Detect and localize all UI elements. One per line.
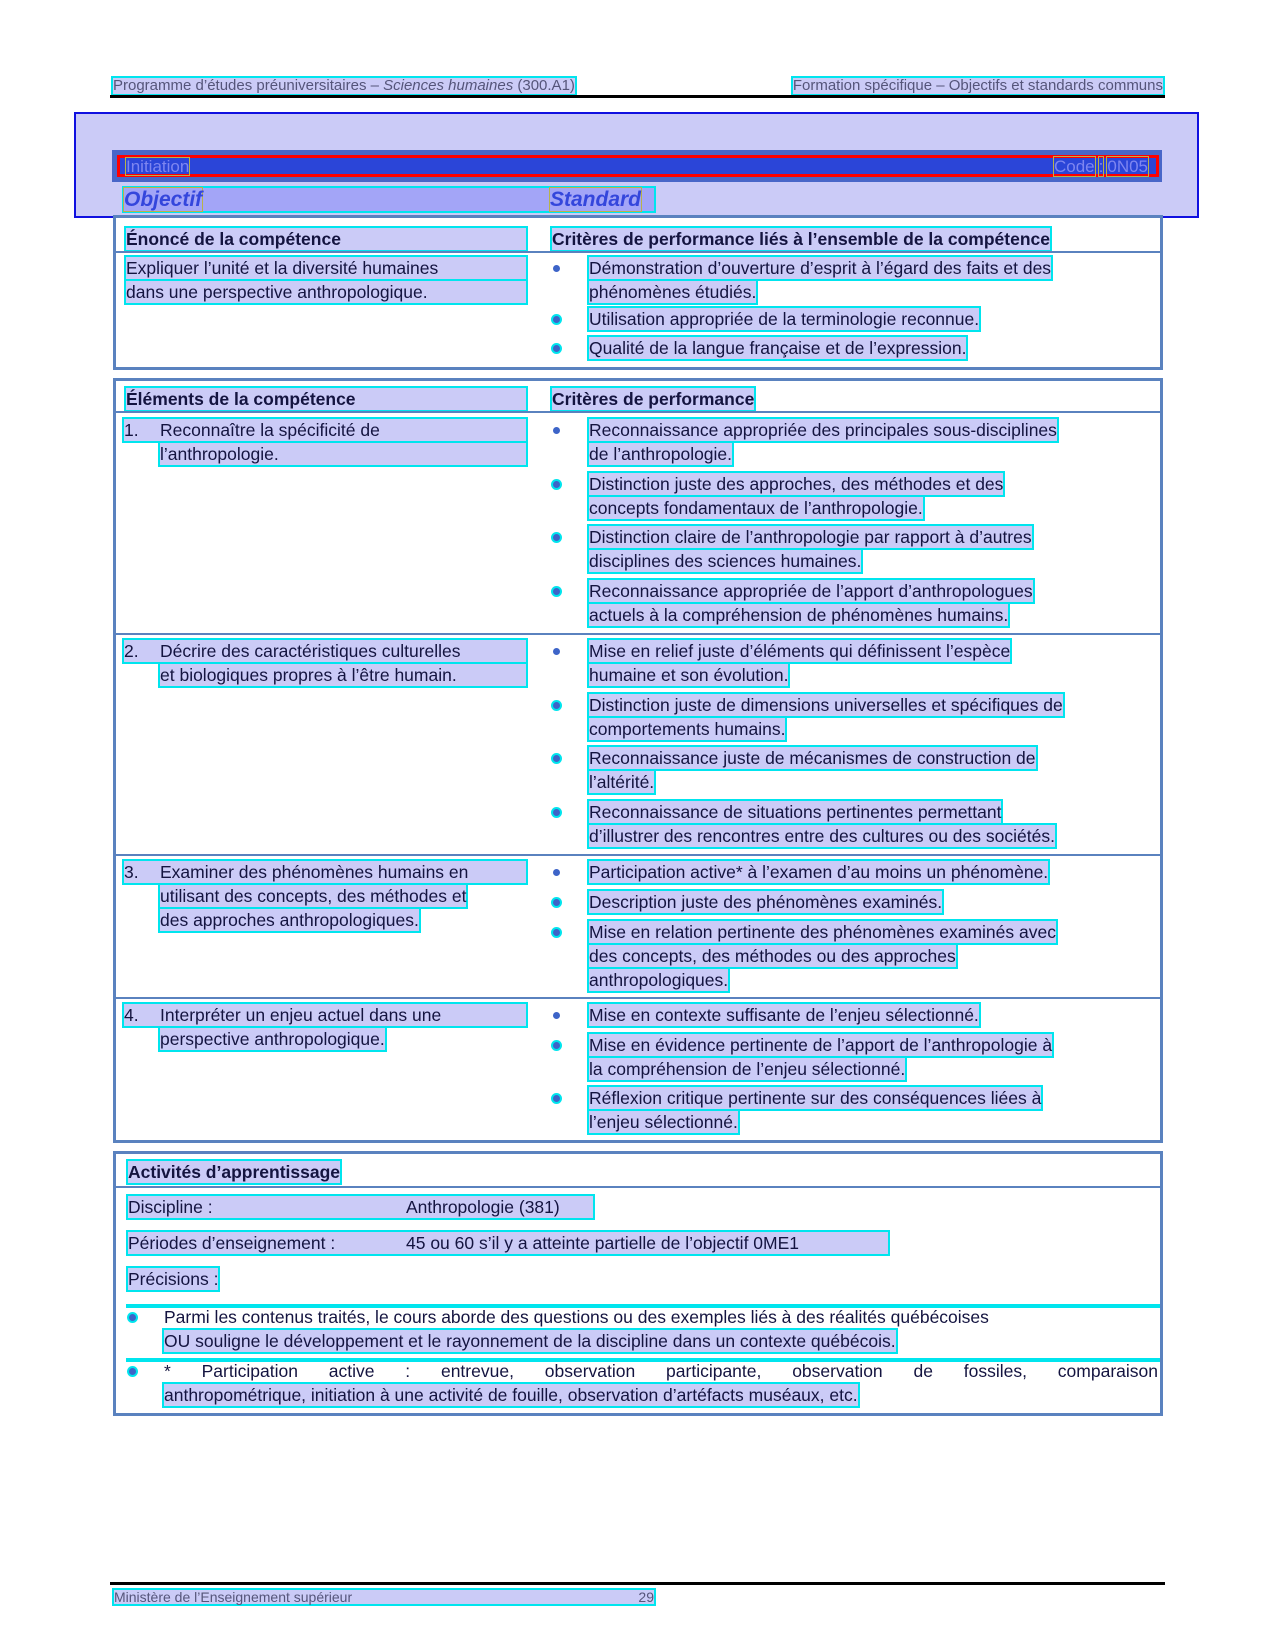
- discipline-value: Anthropologie (381): [406, 1197, 560, 1217]
- header-rule: [110, 95, 1165, 98]
- row-divider: [116, 411, 1160, 413]
- criterion-line: concepts fondamentaux de l’anthropologie.: [589, 498, 923, 518]
- bullet-icon: [553, 648, 560, 655]
- elements-table: [113, 378, 1163, 1143]
- page-header: [113, 78, 1163, 94]
- discipline-row: [128, 1196, 593, 1218]
- criterion-line: Distinction claire de l’anthropologie par rapport à d’autres: [589, 527, 1032, 547]
- precision-text: * Participation active : entrevue, observation participante, observation de fossiles, comparaison: [164, 1361, 1158, 1381]
- element-text: Décrire des caractéristiques culturelles: [160, 641, 461, 661]
- discipline-label: Discipline :: [128, 1197, 213, 1217]
- criterion-line: Reconnaissance appropriée de l’apport d’anthropologues: [589, 581, 1033, 601]
- row-divider: [116, 251, 1160, 253]
- row-divider: [116, 1186, 1160, 1188]
- element-3-line: utilisant des concepts, des méthodes et: [160, 886, 467, 906]
- criterion-line: la compréhension de l’enjeu sélectionné.: [589, 1059, 906, 1079]
- criterion-line: l’altérité.: [589, 772, 655, 792]
- criterion-line: Utilisation appropriée de la terminologie reconnue.: [589, 309, 980, 329]
- criterion-line: humaine et son évolution.: [589, 665, 789, 685]
- element-1-line: [124, 419, 526, 441]
- element-number: 4.: [124, 1005, 139, 1025]
- section-title: Formation spécifique – Objectifs et standards communs: [792, 77, 1163, 94]
- criterion-line: de l’anthropologie.: [589, 444, 733, 464]
- criterion-line: Distinction juste de dimensions universelles et spécifiques de: [589, 695, 1063, 715]
- footer-rule: [110, 1582, 1165, 1585]
- objective-title-bar[interactable]: [117, 155, 1159, 177]
- element-3-line: [124, 861, 526, 883]
- criterion-line: actuels à la compréhension de phénomènes humains.: [589, 605, 1009, 625]
- periods-label: Périodes d’enseignement :: [128, 1233, 336, 1253]
- objective-code: [1050, 158, 1148, 175]
- statement-header: Énoncé de la compétence: [126, 228, 526, 250]
- bullet-icon: [553, 899, 560, 906]
- criterion-line: Réflexion critique pertinente sur des conséquences liées à: [589, 1088, 1042, 1108]
- element-2-line: [124, 640, 526, 662]
- element-text: Reconnaître la spécificité de: [160, 420, 380, 440]
- program-title-italic: Sciences humaines: [383, 77, 514, 94]
- statement-line: Expliquer l’unité et la diversité humaines: [126, 257, 526, 279]
- precision-text: Parmi les contenus traités, le cours aborde des questions ou des exemples liés à des réalités québécoises: [164, 1307, 989, 1327]
- bullet-icon: [553, 809, 560, 816]
- bullet-icon: [553, 588, 560, 595]
- precisions-label: Précisions :: [128, 1269, 219, 1289]
- element-number: 1.: [124, 420, 139, 440]
- bullet-icon: [553, 1095, 560, 1102]
- code-separator: :: [1098, 157, 1104, 176]
- criterion-line: anthropologiques.: [589, 970, 729, 990]
- criterion-line: comportements humains.: [589, 719, 786, 739]
- element-number: 2.: [124, 641, 139, 661]
- element-3-line: des approches anthropologiques.: [160, 910, 419, 930]
- criterion-line: disciplines des sciences humaines.: [589, 551, 862, 571]
- element-text: Interpréter un enjeu actuel dans une: [160, 1005, 442, 1025]
- periods-value: 45 ou 60 s’il y a atteinte partielle de l’objectif 0ME1: [406, 1233, 800, 1253]
- bullet-icon: [553, 534, 560, 541]
- bullet-icon: [553, 755, 560, 762]
- criterion-line: Mise en relief juste d’éléments qui définissent l’espèce: [589, 641, 1011, 661]
- activities-title: Activités d’apprentissage: [128, 1162, 341, 1182]
- criterion-line: Mise en relation pertinente des phénomènes examinés avec: [589, 922, 1056, 942]
- bullet-icon: [553, 427, 560, 434]
- criterion-line: des concepts, des méthodes ou des approches: [589, 946, 956, 966]
- bullet-icon: [553, 481, 560, 488]
- objective-label: Objectif: [124, 188, 203, 211]
- element-number: 3.: [124, 862, 139, 882]
- objective-title: Initiation: [126, 157, 190, 176]
- row-divider: [116, 997, 1160, 999]
- standard-label: Standard: [550, 188, 642, 211]
- criterion-line: Distinction juste des approches, des méthodes et des: [589, 474, 1004, 494]
- bullet-icon: [553, 929, 560, 936]
- criterion-line: Mise en évidence pertinente de l’apport de l’anthropologie à: [589, 1035, 1053, 1055]
- code-label: Code: [1053, 157, 1095, 176]
- criterion-line: phénomènes étudiés.: [589, 282, 757, 302]
- bullet-icon: [129, 1314, 136, 1321]
- program-title-suffix: (300.A1): [513, 77, 575, 94]
- bullet-icon: [553, 869, 560, 876]
- bullet-icon: [553, 1012, 560, 1019]
- criterion-line: Qualité de la langue française et de l’expression.: [589, 338, 967, 358]
- row-divider: [116, 633, 1160, 635]
- competence-statement-table: [113, 215, 1163, 370]
- element-4-line: perspective anthropologique.: [160, 1029, 385, 1049]
- bullet-icon: [553, 1042, 560, 1049]
- row-divider: [116, 854, 1160, 856]
- element-2-line: et biologiques propres à l’être humain.: [160, 664, 526, 686]
- periods-row: [128, 1232, 888, 1254]
- criterion-line: Participation active* à l’examen d’au moins un phénomène.: [589, 862, 1049, 882]
- bullet-icon: [553, 345, 560, 352]
- bullet-icon: [553, 265, 560, 272]
- precision-line: OU souligne le développement et le rayonnement de la discipline dans un contexte québécois.: [164, 1331, 896, 1351]
- program-title: [113, 78, 575, 94]
- code-value: 0N05: [1107, 157, 1148, 176]
- statement-line: dans une perspective anthropologique.: [126, 281, 526, 303]
- elements-header: Éléments de la compétence: [126, 388, 526, 410]
- criterion-line: Démonstration d’ouverture d’esprit à l’égard des faits et des: [589, 258, 1052, 278]
- criterion-line: Description juste des phénomènes examinés.: [589, 892, 943, 912]
- program-title-prefix: Programme d’études préuniversitaires –: [113, 77, 384, 94]
- footer-ministry: Ministère de l’Enseignement supérieur: [114, 1589, 353, 1605]
- criterion-line: Reconnaissance juste de mécanismes de construction de: [589, 748, 1036, 768]
- criterion-line: Reconnaissance appropriée des principales sous-disciplines: [589, 420, 1057, 440]
- precision-line: anthropométrique, initiation à une activité de fouille, observation d’artéfacts muséaux, etc.: [164, 1385, 858, 1405]
- element-text: Examiner des phénomènes humains en: [160, 862, 469, 882]
- element-4-line: [124, 1004, 526, 1026]
- criterion-line: Mise en contexte suffisante de l’enjeu sélectionné.: [589, 1005, 979, 1025]
- bullet-icon: [129, 1368, 136, 1375]
- page-footer: [114, 1590, 654, 1604]
- element-1-line: l’anthropologie.: [160, 443, 526, 465]
- criterion-line: Reconnaissance de situations pertinentes permettant: [589, 802, 1002, 822]
- bullet-icon: [553, 702, 560, 709]
- elements-criteria-header: Critères de performance: [552, 389, 755, 409]
- page-number: 29: [638, 1589, 654, 1605]
- criterion-line: d’illustrer des rencontres entre des cultures ou des sociétés.: [589, 826, 1055, 846]
- criterion-line: l’enjeu sélectionné.: [589, 1112, 738, 1132]
- statement-criteria-header: Critères de performance liés à l’ensemble de la compétence: [552, 229, 1050, 249]
- activities-table: [113, 1151, 1163, 1416]
- bullet-icon: [553, 316, 560, 323]
